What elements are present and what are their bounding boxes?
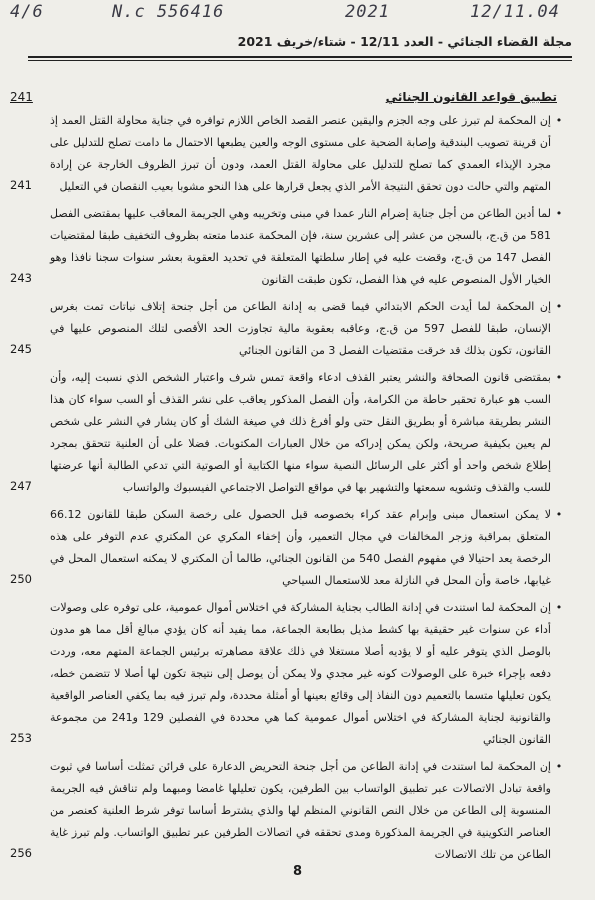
entry-page-ref: 250 — [10, 572, 32, 586]
summary-entry — [10, 296, 565, 362]
handwritten-year: 2021 — [345, 2, 390, 22]
summary-entry — [10, 367, 565, 499]
entry-page-ref: 247 — [10, 479, 32, 493]
entry-text: بمقتضى قانون الصحافة والنشر يعتبر القذف ادعاء واقعة تمس شرف واعتبار الشخص الذي نسبت إليه، وأن السب هو عبارة تحقير حاطة من الكرامة، وأن الفصل المذكور يعاقب على نشر القذف أو السب سواء كان هذا النشر بطريقة مباشرة أو بطريق النقل حتى ولو أفرغ ذلك في صيغة الشك أو كان يشار في النشر على شخص لم يعين بكيفية صريحة، ولكن يمكن إدراكه من خلال العبارات المكتوبات. فضلا على أن العلنية تتحقق بمجرد إطلاع شخص واحد أو أكثر على الرسائل النصية سواء منها الكتابية أو الصوتية التي تدعي الطالبة أنها عرضتها للسب والقذف وتشويه سمعتها والتشهير بها في مواقع التواصل الاجتماعي الفيسبوك والواتساب — [50, 371, 551, 494]
entry-text: لا يمكن استعمال مبنى وإبرام عقد كراء بخصوصه قبل الحصول على رخصة السكن طبقا للقانون 66.12 المتعلق بمراقبة وزجر المخالفات في مجال التعمير، وأن إخفاء المكري عن المكتري عدم التوفر على هذه الرخصة يعد احتيالا في مفهوم الفصل 540 من القانون الجنائي، طالما أن المكتري لا يمكنه استعمال المحل في غيابها، خاصة وأن المحل في النازلة معد للاستعمال السياحي — [50, 508, 551, 587]
main-content — [10, 90, 565, 871]
handwritten-number: N.c 556416 — [112, 2, 225, 22]
entry-text: إن المحكمة لما أيدت الحكم الابتدائي فيما قضى به إدانة الطاعن من أجل جنحة إتلاف نباتات تمت بغرس الإنسان، طبقا للفصل 597 من ق.ج، وعاقبه بعقوبة مالية تجاوزت الحد الأقصى لتلك المنصوص عليها في القانون، تكون بذلك قد خرقت مقتضيات الفصل 3 من القانون الجنائي — [50, 300, 551, 357]
entry-text: لما أدين الطاعن من أجل جناية إضرام النار عمدا في مبنى وتخريبه وهي الجريمة المعاقب عليها بمقتضى الفصل 581 من ق.ج، بالسجن من عشر إلى عشرين سنة، فإن المحكمة عندما متعته بظروف التخفيف طبقا لمقتضيات الفصل 147 من ق.ج، وقضت عليه في إطار سلطتها المتعلقة في تحديد العقوبة بعشر سنوات سجنا نافذا وهو الخيار الأول المنصوص عليه في هذا الفصل، تكون طبقت القانون — [50, 207, 552, 286]
entry-page-ref: 245 — [10, 342, 32, 356]
entry-page-ref: 243 — [10, 271, 32, 285]
section-page-ref: 241 — [10, 90, 33, 104]
page-number: 8 — [292, 864, 303, 879]
summary-entry — [10, 597, 565, 751]
handwritten-page-count: 4/6 — [10, 2, 44, 22]
entry-text: إن المحكمة لما استندت في إدانة الطالب بجناية المشاركة في اختلاس أموال عمومية، على توفره على وصولات أداء عن سنوات غير حقيقية بها كشط مذيل بطابعة الجماعة، مما يفيد أنه كان يؤدي مبالغ أقل مما هو مدون بالوصل الذي يتوفر عليه أو لا يؤديه أصلا مستغلا في ذلك علاقة مصاهرته برئيس الجماعة المتهم معه، وردت دفعه بإجراء خبرة على الوصولات كونه غير مجدي ولا يمكن أن يوصل إلى نتيجة تكون لها أصلا لا تتضمن خطه، يكون تعليلها متسما بالتعميم دون النفاذ إلى وقائع بعينها أو أمثلة محددة، ولم تبرز فيه بما يكفي العناصر الواقعية والقانونية لجناية المشاركة في اختلاس أموال عمومية كما هي محددة في الفصلين 129 و241 من مجموعة القانون الجنائي — [50, 601, 551, 746]
entry-page-ref: 241 — [10, 178, 32, 192]
bullet-icon: • — [555, 300, 563, 313]
entry-text: إن المحكمة لم تبرز على وجه الجزم واليقين عنصر القصد الخاص اللازم توافره في جناية محاولة القتل العمد إذ أن قرينة تصويب البندقية وإصابة الضحية على مستوى الوجه والعين يطبعها الاحتمال ما دامت تصلح للتدليل على مجرد الإيذاء العمدي كما تصلح للتدليل على محاولة القتل العمد، ودون أن تبرز الظروف الخارجة عن إرادة المتهم والتي حالت دون تحقق النتيجة الأمر الذي يجعل قرارها على هذا النحو مشوبا بعيب النقصان في التعليل — [50, 114, 551, 193]
section-title-text: تطبيق قواعد القانون الجنائي — [385, 90, 557, 104]
section-title — [10, 90, 565, 104]
entry-page-ref: 256 — [10, 846, 32, 860]
summary-entry — [10, 504, 565, 592]
bullet-icon: • — [555, 508, 563, 521]
summary-entry — [10, 756, 565, 866]
bullet-icon: • — [555, 760, 563, 773]
bullet-icon: • — [555, 207, 563, 220]
entry-page-ref: 253 — [10, 731, 32, 745]
header-rule — [28, 56, 572, 61]
summary-entry — [10, 110, 565, 198]
handwritten-date: 12/11.04 — [470, 2, 560, 22]
summary-entry — [10, 203, 565, 291]
bullet-icon: • — [555, 371, 563, 384]
journal-header: مجلة القضاء الجنائي - العدد 12/11 - شتاء/خريف 2021 — [237, 34, 572, 49]
bullet-icon: • — [555, 601, 563, 614]
bullet-icon: • — [555, 114, 563, 127]
entry-text: إن المحكمة لما استندت في إدانة الطاعن من أجل جنحة التحريض الدعارة على قرائن تمثلت أساسا في ثبوت واقعة تبادل الاتصالات عبر تطبيق الواتساب بين الطرفين، يكون تعليلها غامضا ومبهما ولم تناقش فيه الجريمة المنسوبة إلى الطاعن من خلال النص القانوني المنظم لها والذي يشترط أساسا توفر شرط العلنية كعنصر من العناصر التكوينية في الجريمة المذكورة ومدى تحققه في اتصالات الطرفين عبر تطبيق الواتساب. ولم تبرز غاية الطاعن من تلك الاتصالات — [50, 760, 551, 861]
